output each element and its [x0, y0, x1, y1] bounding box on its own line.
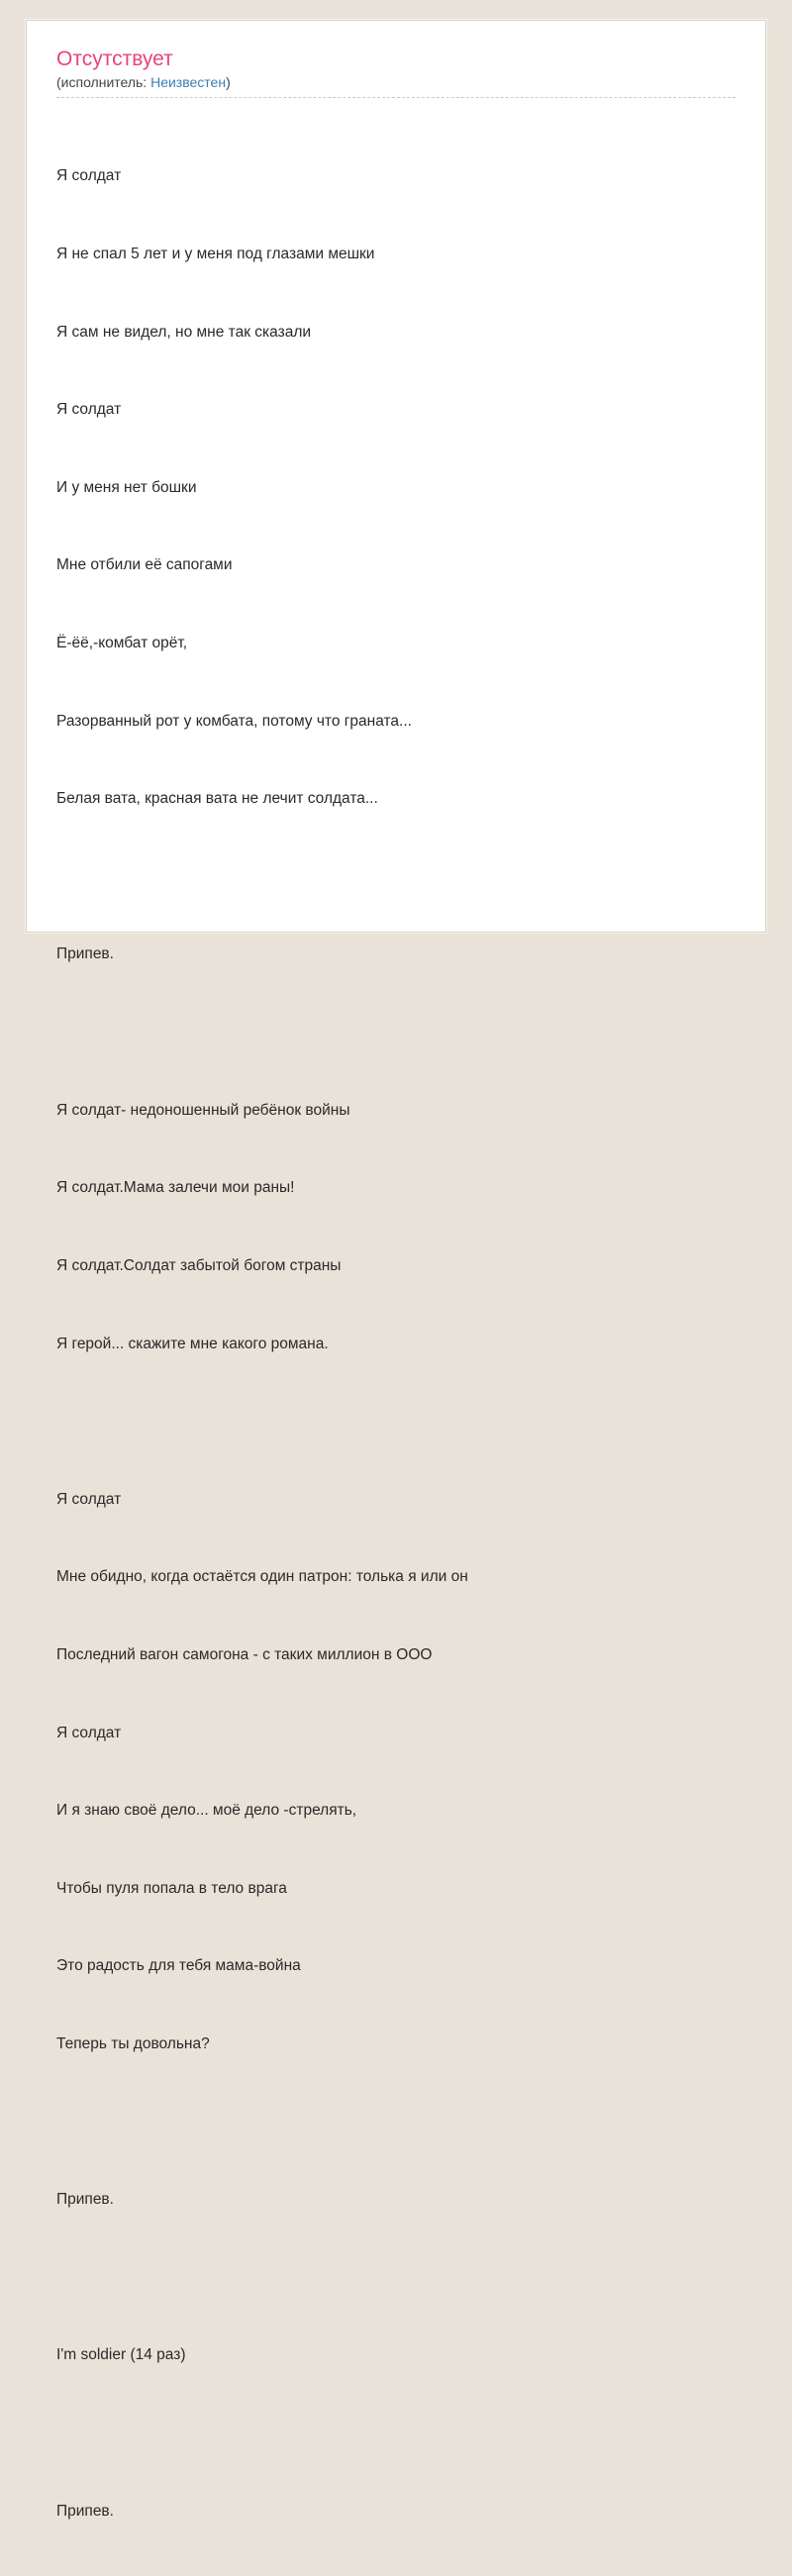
- lyrics-line: Я солдат: [56, 1490, 122, 1508]
- page-title: Отсутствует: [56, 48, 173, 70]
- lyrics-blank-line: [56, 864, 736, 890]
- lyrics-line: Мне обидно, когда остаётся один патрон: толька я или он: [56, 1568, 468, 1586]
- lyrics-line: Теперь ты довольна?: [56, 2034, 210, 2052]
- lyrics-line: Ё-ёё,-комбат орёт,: [56, 635, 188, 652]
- lyrics-line: Я солдат: [56, 401, 122, 419]
- artist-line: [56, 74, 736, 98]
- lyrics-blank-line: [56, 2110, 736, 2135]
- lyrics-line: Я солдат.Солдат забытой богом страны: [56, 1256, 342, 1274]
- document-page: [26, 20, 766, 2520]
- artist-close-paren: ): [226, 74, 231, 90]
- lyrics-line: I'm soldier (14 раз): [56, 2346, 186, 2364]
- lyrics-line: Я солдат.Мама залечи мои раны!: [56, 1179, 295, 1197]
- lyrics-container: [56, 112, 736, 2576]
- lyrics-line: Я солдат: [56, 167, 122, 185]
- lyrics-line: Чтобы пуля попала в тело врага: [56, 1879, 287, 1897]
- lyrics-blank-line: [56, 1409, 736, 1435]
- lyrics-line: Я солдат: [56, 1724, 122, 1741]
- lyrics-line: Припев.: [56, 2502, 114, 2520]
- lyrics-blank-line: [56, 2265, 736, 2291]
- artist-label: исполнитель:: [60, 74, 148, 90]
- lyrics-line: Припев.: [56, 945, 114, 963]
- lyrics-line: Мне отбили её сапогами: [56, 556, 233, 574]
- lyrics-line: И я знаю своё дело... моё дело -стрелять,: [56, 1802, 357, 1820]
- lyrics-blank-line: [56, 2421, 736, 2446]
- artist-open-paren: (: [56, 74, 61, 90]
- lyrics-line: Это радость для тебя мама-война: [56, 1957, 301, 1975]
- lyrics-line: Разорванный рот у комбата, потому что граната...: [56, 712, 412, 730]
- lyrics-blank-line: [56, 1020, 736, 1045]
- lyrics-line: Я не спал 5 лет и у меня под глазами мешки: [56, 246, 375, 263]
- lyrics-line: Я герой... скажите мне какого романа.: [56, 1335, 329, 1352]
- lyrics-line: Припев.: [56, 2191, 114, 2209]
- document-content: [27, 21, 765, 2576]
- artist-link[interactable]: Неизвестен: [150, 74, 227, 90]
- lyrics-line: Белая вата, красная вата не лечит солдата...: [56, 790, 378, 808]
- lyrics-line: И у меня нет бошки: [56, 478, 197, 496]
- lyrics-line: Я сам не видел, но мне так сказали: [56, 323, 312, 341]
- lyrics-line: Я солдат- недоношенный ребёнок войны: [56, 1101, 350, 1119]
- lyrics-line: Последний вагон самогона - с таких миллион в ООО: [56, 1645, 433, 1663]
